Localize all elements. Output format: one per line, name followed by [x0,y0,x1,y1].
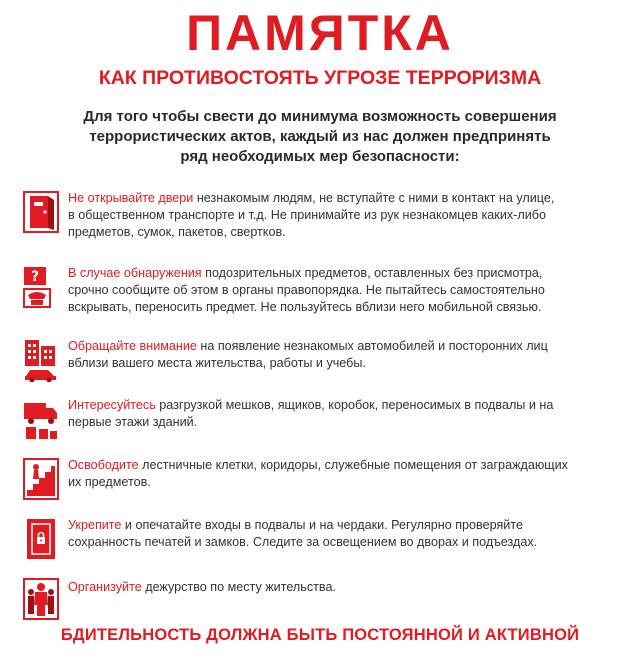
item-highlight: Организуйте [68,580,142,594]
intro-line: террористических актов, каждый из нас должен предпринять [89,128,551,145]
item-text-line: срочно сообщите об этом в органы правопорядка. Не пытайтесь самостоятельно [68,283,545,297]
item-text: лестничные клетки, коридоры, служебные помещения от заграждающих [138,458,568,472]
item-highlight: В случае обнаружения [68,266,202,280]
advice-item-strangers [22,338,622,398]
advice-item-unloading [22,397,622,457]
item-text: незнакомым людям, не вступайте с ними в контакт на улице, [193,191,555,205]
item-highlight: Укрепите [68,518,122,532]
item-text-line: вблизи вашего места жительства, работы и учебы. [68,356,366,370]
locked-door-icon [22,517,60,561]
item-text-line: первые этажи зданий. [68,415,198,429]
item-text: на появление незнакомых автомобилей и посторонних лиц [196,339,548,353]
item-highlight: Интересуйтесь [68,398,156,412]
phone-icon [22,265,60,309]
page-subtitle: КАК ПРОТИВОСТОЯТЬ УГРОЗЕ ТЕРРОРИЗМА [98,67,542,89]
svg-text:?: ? [30,269,40,285]
item-text-line: предметов, сумок, пакетов, свертков. [68,225,286,239]
door-icon [22,190,60,234]
item-text: дежурство по месту жительства. [141,580,336,594]
item-text-line: их предметов. [68,475,151,489]
item-text: разгрузкой мешков, ящиков, коробок, переносимых в подвалы и на [155,398,554,412]
footer-slogan: БДИТЕЛЬНОСТЬ ДОЛЖНА БЫТЬ ПОСТОЯННОЙ И АКТИВНОЙ [60,626,580,644]
item-text-line: в общественном транспорте и т.д. Не принимайте из рук незнакомцев каких-либо [68,208,546,222]
item-highlight: Обращайте внимание [68,339,197,353]
item-text-line: сохранность печатей и замков. Следите за освещением во дворах и подъездах. [68,535,538,549]
item-highlight: Освободите [68,458,139,472]
item-highlight: Не открывайте двери [68,191,194,205]
truck-icon [22,397,60,441]
advice-item-stairwells [22,457,622,517]
item-text: подозрительных предметов, оставленных без присмотра, [201,266,543,280]
people-icon [22,577,60,621]
advice-item-basements [22,517,622,577]
page-title: ПАМЯТКА [186,5,454,61]
intro-line: Для того чтобы свести до минимума возможность совершения [83,108,557,125]
advice-item-suspicious-objects [22,265,622,325]
stairs-icon [22,457,60,501]
advice-item-doors [22,190,622,250]
item-text: и опечатайте входы в подвалы и на чердаки. Регулярно проверяйте [121,518,523,532]
intro-line: ряд необходимых мер безопасности: [180,148,460,165]
item-text-line: вскрывать, переносить предмет. Не пользуйтесь вблизи него мобильной связью. [68,300,542,314]
intro-text [40,107,600,167]
building-car-icon [22,338,60,382]
